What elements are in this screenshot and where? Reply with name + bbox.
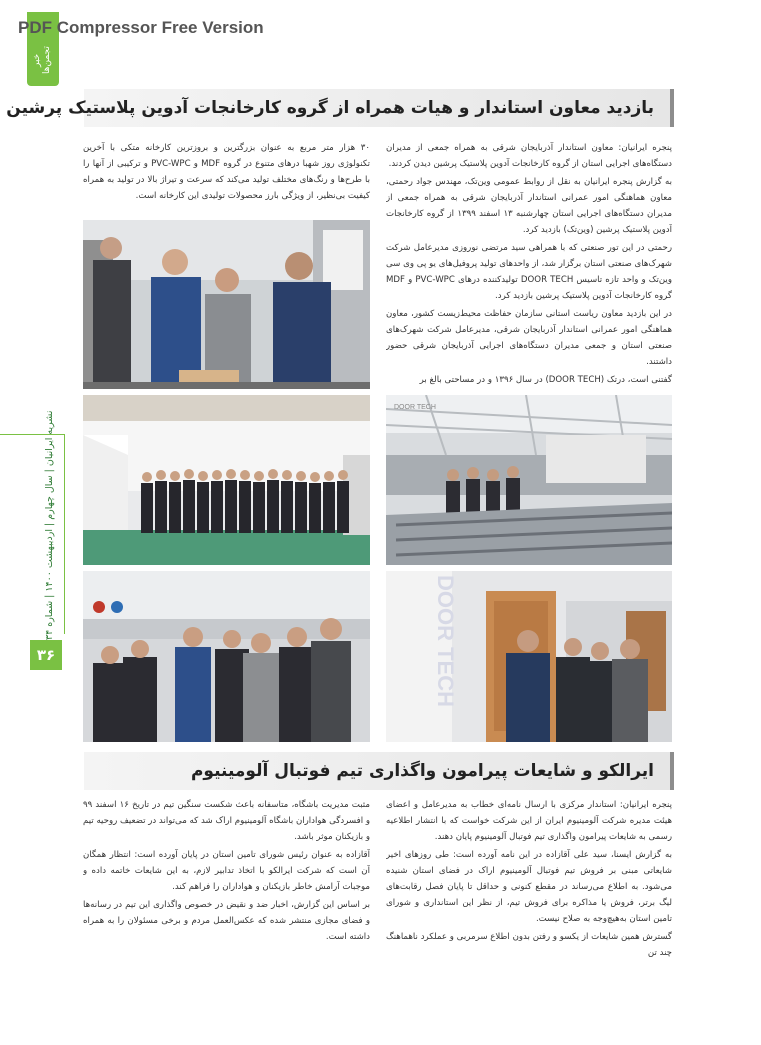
article1-right-column [386,140,672,390]
article2-title: ایرالکو و شایعات پیرامون واگذاری تیم فوتبال آلومینیوم [190,761,654,781]
article2-right-column [386,797,672,957]
article2-left-p2: آقازاده به عنوان رئیس شورای تامین استان در پایان آورده است: انتظار همگان آن است که شرکت ایرالکو با اتخاذ تدابیر لازم، به این شایعات خاتمه داده و موجبات آرامش خاطر بازیکنان و هواداران را فراهم کند. [83,850,370,892]
side-rule-vertical [64,434,65,634]
article2-left-p3: بر اساس این گزارش، اخبار ضد و نقیض در خصوص واگذاری این تیم در رسانه‌ها و فضای مجازی منتشر شده که عکس‌العمل مردم و برخی مسئولان را به همراه داشته است. [83,900,370,942]
article2-heading-bar [84,752,674,790]
section-tab-label: خبر تجمن‌ها [32,46,52,74]
ph5-sign: DOOR TECH [433,575,458,707]
running-head: نشریه ایرانیان | سال چهارم | اردیبهشت ۱۴۰۰ | شماره ۳۴ [44,410,55,640]
article1-left-column [83,140,370,216]
page-number: ۳۶ [30,640,62,670]
article1-right-p4: در این بازدید معاون ریاست استانی سازمان حفاظت محیط‌زیست کشور، معاون هماهنگی امور عمرانی استاندار آذربایجان شرقی، مدیرعامل شرکت شهرک‌های صنعتی استان و جمعی مدیران دستگاه‌های اجرایی آذربایجان شرقی حضور داشتند. [386,309,672,367]
article1-title: بازدید معاون استاندار و هیات همراه از گروه کارخانجات آدوین پلاستیک پرشین [6,98,654,118]
article2-left-column [83,797,370,957]
article2-right-p1: پنجره ایرانیان: استاندار مرکزی با ارسال نامه‌ای خطاب به مدیرعامل و اعضای هیئت مدیره شرکت آلومینیوم ایران از این شرکت خواست که با انتشار اطلاعیه رسمی به شایعات پیرامون واگذاری تیم فوتبال آلومینیوم پایان دهند. [386,800,672,842]
article2-right-p2: به گزارش ایسنا، سید علی آقازاده در این نامه آورده است: طی روزهای اخیر شایعاتی مبنی بر فروش تیم فوتبال آلومینیوم اراک در فضای استان شنیده می‌شود. به اطلاع می‌رساند در مقطع کنونی و حداقل تا پایان فصل رقابت‌های لیگ برتر، فروش یا مذاکره برای فروش تیم، از نظر این استانداری و شورای تامین استان به‌هیچ‌وجه به صلاح نیست. [386,850,672,924]
article1-heading-bar [6,89,674,127]
pdf-compressor-watermark: PDF Compressor Free Version [18,18,264,37]
article2-left-p1: مثبت مدیریت باشگاه، متاسفانه باعث شکست سنگین تیم در تاریخ ۱۶ اسفند ۹۹ و افسردگی هواداران باشگاه آلومینیوم اراک شد که می‌تواند در تضعیف روحیه تیم و بازیکنان موثر باشد. [83,800,370,842]
photo-doortech-showroom [386,571,672,742]
article1-right-p2: به گزارش پنجره ایرانیان به نقل از روابط عمومی وین‌تک، مهندس جواد رحمتی، معاون هماهنگی امور عمرانی استاندار آذربایجان شرقی به همراه جمعی از مدیران دستگاه‌های اجرایی استان چهارشنبه ۱۳ اسفند ۱۳۹۹ از گروه کارخانجات آدوین پلاستیک پرشین (وین‌تک) بازدید کرد. [386,177,672,235]
article1-right-p5: گفتنی است، درتک (DOOR TECH) در سال ۱۳۹۶ و در مساحتی بالغ بر [419,375,672,385]
article2-right-p3: گسترش همین شایعات از یکسو و رفتن بدون اطلاع سرمربی و عملکرد ناهماهنگ چند تن [386,932,672,957]
article1-right-p3: رحمتی در این تور صنعتی که با همراهی سید مرتضی نوروزی مدیرعامل شرکت شهرک‌های صنعتی استان برگزار شد، از واحدهای تولید پروفیل‌های یو پی وی سی وین‌تک و واحد تازه تاسیس DOOR TECH تولیدکننده درهای PVC-WPC و MDF گروه کارخانجات آدوین پلاستیک پرشین بازدید کرد. [386,243,672,301]
photo-production-line [386,395,672,565]
photo-group-portrait [83,395,370,565]
photo-tour-hall [83,571,370,742]
article1-left-p1: ۳۰ هزار متر مربع به عنوان بزرگترین و بروزترین کارخانه متکی با آخرین تکنولوژی روز شهبا درهای متنوع در گروه MDF و PVC-WPC و ترکیبی از آنها را با طرح‌ها و رنگ‌های مختلف تولید می‌کند که سرعت و تیراژ بالا در تولید به همراه کیفیت بی‌نظیر، از ویژگی بارز محصولات تولیدی این کارخانه است. [83,143,370,201]
article1-right-p1: پنجره ایرانیان: معاون استاندار آذربایجان شرقی به همراه جمعی از مدیران دستگاه‌های اجرایی استان از گروه کارخانجات آدوین پلاستیک پرشین دیدن کردند. [386,143,672,169]
photo-officials-inspecting [83,220,370,389]
ph3-sign: DOOR TECH [394,404,436,411]
